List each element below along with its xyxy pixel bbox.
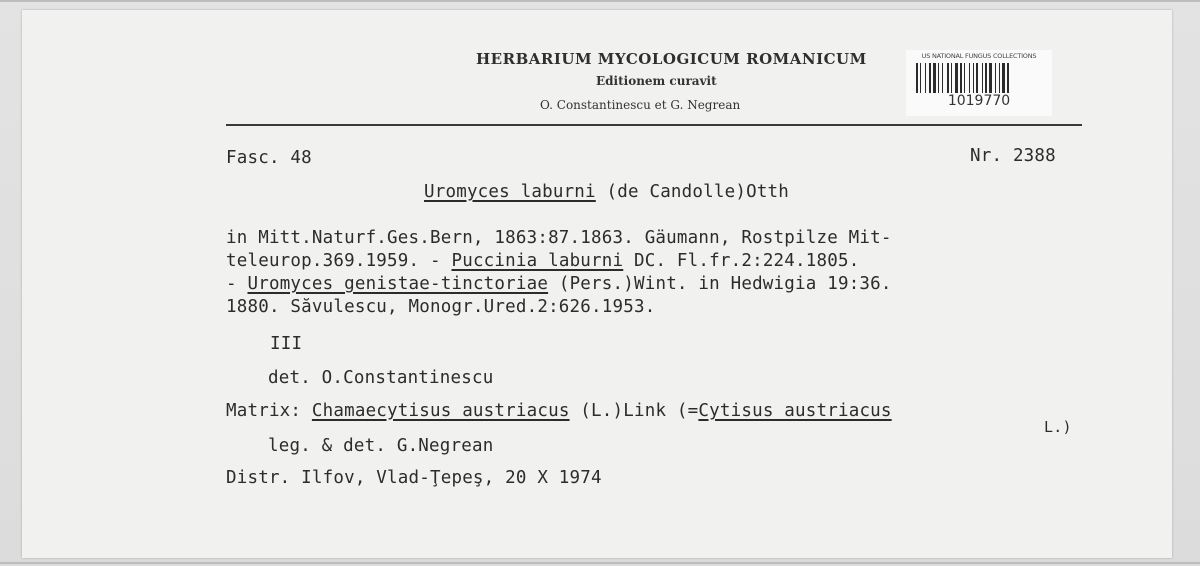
header-subtitle: Editionem curavit (596, 74, 717, 88)
reference-line-3-suffix: (Pers.)Wint. in Hedwigia 19:36. (548, 274, 892, 294)
synonym-uromyces: Uromyces genistae-tinctoriae (247, 274, 549, 294)
reference-line-1: in Mitt.Naturf.Ges.Bern, 1863:87.1863. Gäumann, Rostpilze Mit- (226, 228, 892, 248)
spore-stage: III (270, 334, 303, 354)
reference-line-2-suffix: DC. Fl.fr.2:224.1805. (623, 251, 860, 271)
header-editors: O. Constantinescu et G. Negrean (540, 98, 741, 112)
scan-edge-bottom (0, 562, 1200, 564)
matrix-label: Matrix: (226, 401, 312, 421)
collector: leg. & det. G.Negrean (268, 436, 494, 456)
reference-line-4: 1880. Săvulescu, Monogr.Ured.2:626.1953. (226, 297, 656, 317)
host-name: Chamaecytisus austriacus (311, 401, 570, 421)
barcode-sticker (906, 50, 1052, 116)
barcode-bars-icon (916, 63, 1044, 93)
header-title: HERBARIUM MYCOLOGICUM ROMANICUM (476, 50, 867, 68)
host-synonym-author: L.) (1044, 418, 1072, 436)
fascicle-number: Fasc. 48 (226, 148, 312, 168)
host-author: (L.)Link (= (569, 401, 699, 421)
reference-line-2-prefix: teleurop.369.1959. - (226, 251, 452, 271)
scan-edge-top (0, 0, 1200, 2)
host-synonym: Cytisus austriacus (698, 401, 892, 421)
reference-line-3 (226, 274, 892, 294)
taxon-name: Uromyces laburni (424, 182, 596, 202)
reference-line-3-prefix: - (226, 274, 248, 294)
reference-line-2 (226, 251, 859, 271)
barcode-number: 1019770 (947, 93, 1011, 109)
locality: Distr. Ilfov, Vlad-Ţepeş, 20 X 1974 (226, 468, 602, 488)
taxon-author: (de Candolle)Otth (595, 182, 790, 202)
barcode-caption: US NATIONAL FUNGUS COLLECTIONS (921, 52, 1037, 60)
determiner: det. O.Constantinescu (268, 368, 494, 388)
taxon-line (424, 182, 789, 202)
synonym-puccinia: Puccinia laburni (451, 251, 624, 271)
specimen-number: Nr. 2388 (970, 146, 1056, 166)
matrix-line (226, 401, 892, 421)
header-rule (226, 124, 1082, 126)
